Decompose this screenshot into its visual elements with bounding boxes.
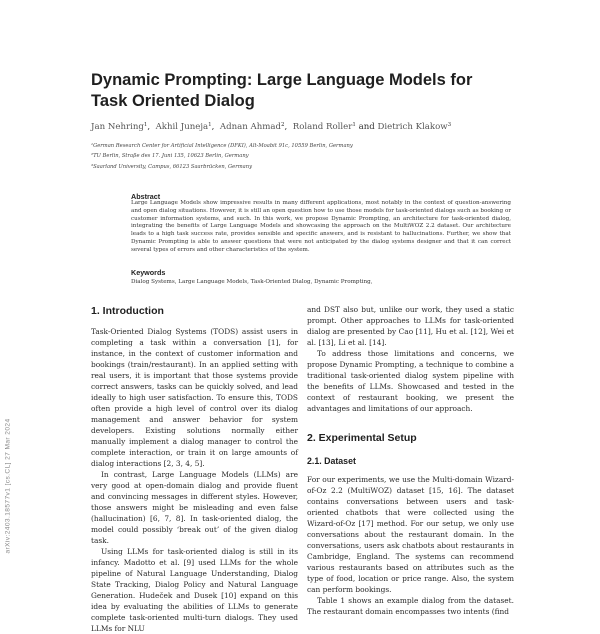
paragraph: and DST also but, unlike our work, they used a static prompt. Other approaches to LLMs for task-oriented dialog are presented by Cao [11], Hu et al. [12], Wei et al. [13], Li et al. [14].	[307, 305, 514, 347]
keywords-heading: Keywords	[131, 268, 166, 277]
author-list: Jan Nehring$^1$, Akhil Juneja$^1$, Adnan Ahmad$^2$, Roland Roller$^1$ and Dietrich Klakow$^3$	[91, 122, 452, 132]
author: Roland Roller$^1$	[292, 122, 356, 132]
right-column-dataset	[307, 474, 514, 617]
affiliation: ¹German Research Center for Artificial Intelligence (DFKI), Alt-Moabit 91c, 10559 Berlin, Germany	[91, 143, 353, 149]
arxiv-identifier: arXiv:2403.18577v1 [cs.CL] 27 Mar 2024	[4, 418, 12, 554]
section-heading-experimental-setup: 2. Experimental Setup	[307, 432, 417, 444]
abstract-text: Large Language Models show impressive results in many different applications, most notably in the context of question-answering and open dialog situations. However, it is still an open question how to use those models for task-oriented dialogs such as booking or customer information systems, and such. In this work, we propose Dynamic Prompting, an architecture for task-oriented dialog, integrating the benefits of Large Language Models and showcasing the approach on the MultiWOZ 2.2 dataset. Our architecture leads to a high task success rate, provides sensible and specific answers, and is resistant to hallucinations. Further, we show that Dynamic Prompting is able to answer questions that were not anticipated by the dialog systems designer and that it can correct several types of errors and other characteristics of the system.	[131, 200, 511, 253]
abstract-heading: Abstract	[131, 192, 161, 201]
left-column	[91, 326, 298, 634]
author: Adnan Ahmad$^2$	[219, 122, 285, 132]
keywords-text: Dialog Systems, Large Language Models, Task-Oriented Dialog, Dynamic Prompting,	[131, 279, 373, 285]
author: Akhil Juneja$^1$	[155, 122, 212, 132]
paragraph: To address those limitations and concerns, we propose Dynamic Prompting, a technique to combine a traditional task-oriented dialog system pipeline with the benefits of LLMs. Showcased and tested in the context of restaurant booking, we present the advantages and limitations of our approach.	[307, 349, 514, 413]
paragraph: In contrast, Large Language Models (LLMs) are very good at open-domain dialog and provide fluent and convincing messages in different styles. However, those answers might be misleading and even false (hallucination) [6, 7, 8]. In task-oriented dialog, the model could possibly ‘break out’ of the given dialog task.	[91, 470, 298, 545]
right-column-intro	[307, 304, 514, 414]
affiliation: ³Saarland University, Campus, 66123 Saarbrücken, Germany	[91, 164, 253, 170]
section-heading-introduction: 1. Introduction	[91, 305, 164, 317]
affiliation: ²TU Berlin, Straße des 17. Juni 135, 10623 Berlin, Germany	[91, 153, 249, 159]
paragraph: Table 1 shows an example dialog from the dataset. The restaurant domain encompasses two intents (find	[307, 596, 514, 616]
author: Dietrich Klakow$^3$	[377, 122, 452, 132]
author: Jan Nehring$^1$	[91, 122, 148, 132]
paper-title: Dynamic Prompting: Large Language Models for Task Oriented Dialog	[91, 71, 473, 110]
paragraph: Task-Oriented Dialog Systems (TODS) assist users in completing a task within a conversation [1], for instance, in the context of customer information and bookings (train/restaurant). In an applied setting with real users, it is important that those systems provide correct answers, tasks can be quickly solved, and lead ideally to high user satisfaction. To ensure this, TODS often provide a high level of control over its dialog management and answer behavior for system developers. Existing solutions normally either manually implement a dialog manager to control the complete interaction, or train it on large amounts of dialog interactions [2, 3, 4, 5].	[91, 327, 298, 468]
paragraph: Using LLMs for task-oriented dialog is still in its infancy. Madotto et al. [9] used LLMs for the whole pipeline of Natural Language Understanding, Dialog State Tracking, Dialog Policy and Natural Language Generation. Hudeček and Dusek [10] expand on this idea by evaluating the abilities of LLMs to generate complete task-oriented multi-turn dialogs. They used LLMs for NLU	[91, 547, 298, 633]
paragraph: For our experiments, we use the Multi-domain Wizard-of-Oz 2.2 (MultiWOZ) dataset [15, 16]. The dataset contains conversations between users and task-oriented chatbots that were collected using the Wizard-of-Oz [17] method. For our setup, we only use conversations about the restaurant domain. In the conversations, users ask chatbots about restaurants in Cambridge, England. The systems can recommend various restaurants based on attributes such as the type of food, location or price range. Also, the system can perform bookings.	[307, 475, 514, 594]
subsection-heading-dataset: 2.1. Dataset	[307, 456, 356, 466]
